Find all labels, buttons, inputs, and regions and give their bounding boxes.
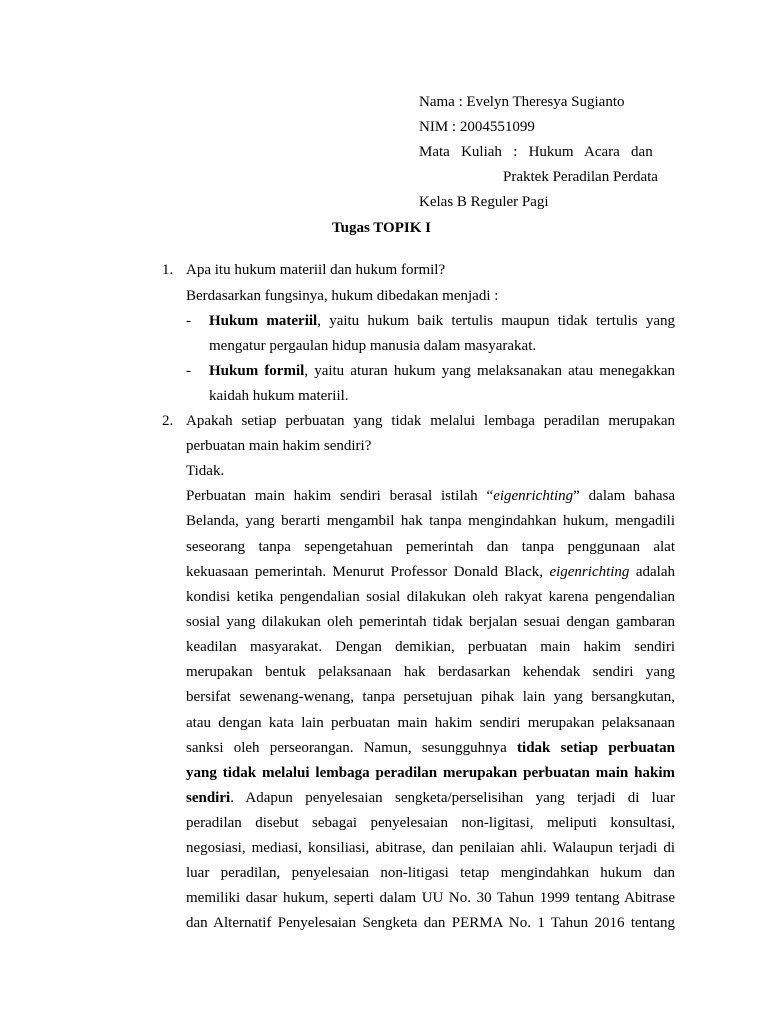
student-nim: NIM : 2004551099 — [419, 119, 535, 135]
q1-bullet-2-line2: kaidah hukum materiil. — [209, 388, 349, 404]
q1-bullet-1-line2: mengatur pergaulan hidup manusia dalam masyarakat. — [209, 338, 537, 354]
paragraph-line: atau dengan kata lain perbuatan main hakim sendiri merupakan pelaksanaan — [186, 715, 675, 731]
q1-bullet-2-marker: - — [186, 363, 191, 379]
q2-question-line2: perbuatan main hakim sendiri? — [186, 438, 372, 454]
course-line-2: Praktek Peradilan Perdata — [503, 169, 658, 185]
paragraph-line: Perbuatan main hakim sendiri berasal istilah “eigenrichting” dalam bahasa — [186, 488, 675, 504]
paragraph-line: sanksi oleh perseorangan. Namun, sesungguhnya tidak setiap perbuatan — [186, 740, 675, 756]
q2-answer: Tidak. — [186, 463, 225, 479]
q2-number: 2. — [162, 413, 174, 429]
q1-bullet-2-line1: Hukum formil, yaitu aturan hukum yang melaksanakan atau menegakkan — [209, 363, 675, 379]
paragraph-line: luar peradilan, penyelesaian non-litigasi tetap mengindahkan hukum dan — [186, 865, 675, 881]
paragraph-line: memiliki dasar hukum, seperti dalam UU No. 30 Tahun 1999 tentang Abitrase — [186, 890, 675, 906]
q1-bullet-1-line1: Hukum materiil, yaitu hukum baik tertulis maupun tidak tertulis yang — [209, 313, 675, 329]
paragraph-line: sosial yang dilakukan oleh pemerintah tidak berjalan sesuai dengan gambaran — [186, 614, 675, 630]
paragraph-line: yang tidak melalui lembaga peradilan merupakan perbuatan main hakim — [186, 765, 675, 781]
student-name: Nama : Evelyn Theresya Sugianto — [419, 94, 625, 110]
paragraph-line: sendiri. Adapun penyelesaian sengketa/perselisihan yang terjadi di luar — [186, 790, 675, 806]
q2-question-line1: Apakah setiap perbuatan yang tidak melalui lembaga peradilan merupakan — [186, 413, 675, 429]
paragraph-line: kondisi ketika pengendalian sosial dilakukan oleh rakyat karena pengendalian — [186, 589, 675, 605]
q1-bullet-1-marker: - — [186, 313, 191, 329]
q1-question: Apa itu hukum materiil dan hukum formil? — [186, 262, 446, 278]
q1-intro: Berdasarkan fungsinya, hukum dibedakan menjadi : — [186, 288, 499, 304]
paragraph-line: keadilan masyarakat. Dengan demikian, perbuatan main hakim sendiri — [186, 639, 675, 655]
course-line-1: Mata Kuliah : Hukum Acara dan — [419, 144, 653, 160]
paragraph-line: Belanda, yang berarti mengambil hak tanpa mengindahkan hukum, mengadili — [186, 513, 675, 529]
paragraph-line: dan Alternatif Penyelesaian Sengketa dan PERMA No. 1 Tahun 2016 tentang — [186, 915, 675, 931]
paragraph-line: kekuasaan pemerintah. Menurut Professor Donald Black, eigenrichting adalah — [186, 564, 676, 580]
paragraph-line: peradilan disebut sebagai penyelesaian non-ligitasi, meliputi konsultasi, — [186, 815, 675, 831]
page-title: Tugas TOPIK I — [332, 220, 431, 236]
paragraph-line: negosiasi, mediasi, konsiliasi, abitrase, dan penilaian ahli. Walaupun terjadi di — [186, 840, 675, 856]
q1-number: 1. — [162, 262, 174, 278]
paragraph-line: seseorang tanpa sepengetahuan pemerintah dan tanpa penggunaan alat — [186, 539, 675, 555]
paragraph-line: merupakan bentuk pelaksanaan hak berdasarkan kehendak sendiri yang — [186, 664, 675, 680]
paragraph-line: bersifat sewenang-wenang, tanpa persetujuan pihak lain yang bersangkutan, — [186, 689, 675, 705]
student-class: Kelas B Reguler Pagi — [419, 194, 549, 210]
